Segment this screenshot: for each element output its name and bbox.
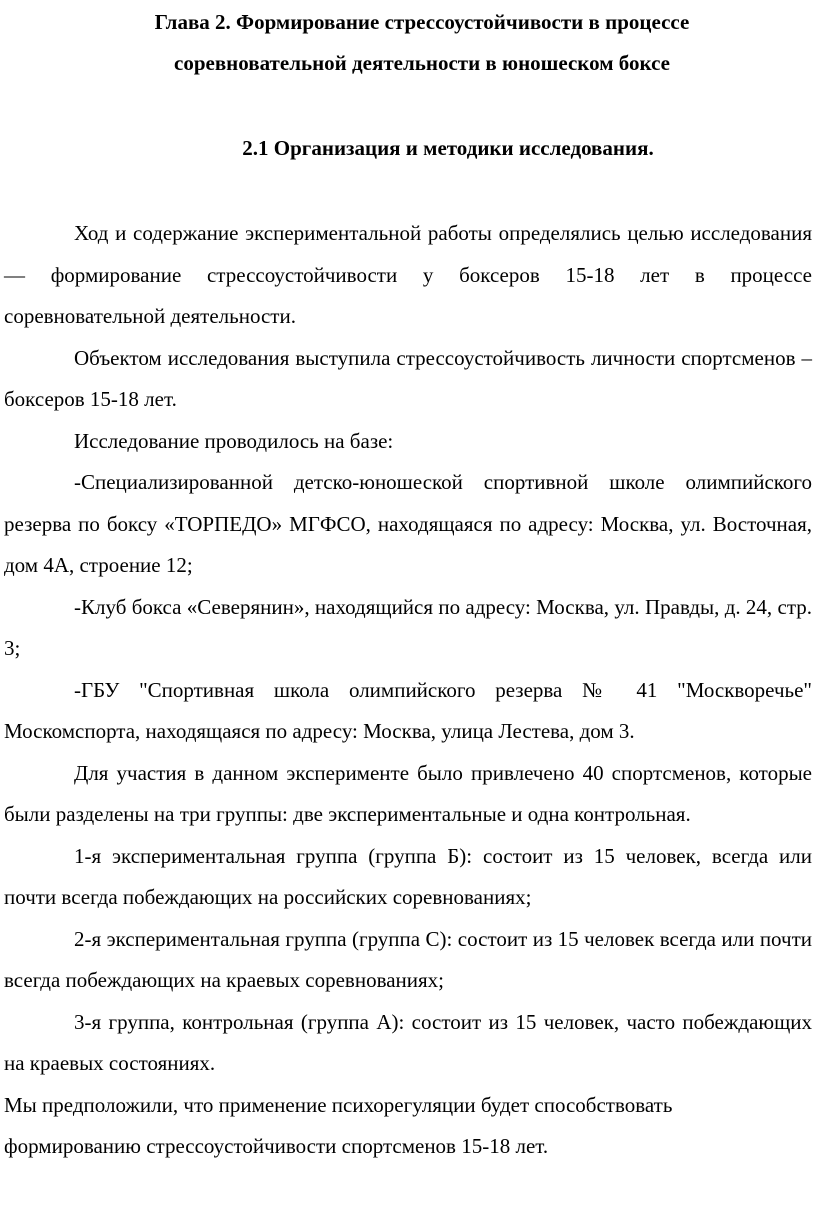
paragraph-goal: Ход и содержание экспериментальной работы определялись целью исследования — формирование стрессоустойчивости у боксеров 15-18 лет в процессе соревновательной деятельности. xyxy=(4,221,812,328)
paragraph-base-severyanin: -Клуб бокса «Северянин», находящийся по адресу: Москва, ул. Правды, д. 24, стр. 3; xyxy=(4,594,812,660)
section-title: 2.1 Организация и методики исследования. xyxy=(242,136,654,160)
paragraph-hypothesis: Мы предположили, что применение психорегуляции будет способствовать формированию стрессоустойчивости спортсменов 15-18 лет. xyxy=(4,1092,673,1158)
paragraph-base-intro: Исследование проводилось на базе: xyxy=(74,428,394,453)
paragraph-participants: Для участия в данном эксперименте было привлечено 40 спортсменов, которые были разделены на три группы: две экспериментальные и одна контрольная. xyxy=(4,760,812,826)
body-text xyxy=(4,213,812,1168)
paragraph-group-a: 3-я группа, контрольная (группа А): состоит из 15 человек, часто побеждающих на краевых состояниях. xyxy=(4,1009,812,1075)
paragraph-base-moskvorechye: -ГБУ "Спортивная школа олимпийского резерва № 41 "Москворечье" Москомспорта, находящаяся по адресу: Москва, улица Лестева, дом 3. xyxy=(4,677,812,743)
chapter-title xyxy=(4,0,812,84)
paragraph-group-b: 1-я экспериментальная группа (группа Б): состоит из 15 человек, всегда или почти всегда побеждающих на российских соревнованиях; xyxy=(4,843,812,909)
paragraph-group-c: 2-я экспериментальная группа (группа С): состоит из 15 человек всегда или почти всегда побеждающих на краевых соревнованиях; xyxy=(4,926,812,992)
chapter-title-line-2: соревновательной деятельности в юношеском боксе xyxy=(174,51,670,75)
chapter-title-line-1: Глава 2. Формирование стрессоустойчивости в процессе xyxy=(154,10,690,34)
paragraph-base-torpedo: -Специализированной детско-юношеской спортивной школе олимпийского резерва по боксу «ТОРПЕДО» МГФСО, находящаяся по адресу: Москва, ул. Восточная, дом 4А, строение 12; xyxy=(4,470,812,577)
paragraph-object: Объектом исследования выступила стрессоустойчивость личности спортсменов – боксеров 15-18 лет. xyxy=(4,345,812,411)
